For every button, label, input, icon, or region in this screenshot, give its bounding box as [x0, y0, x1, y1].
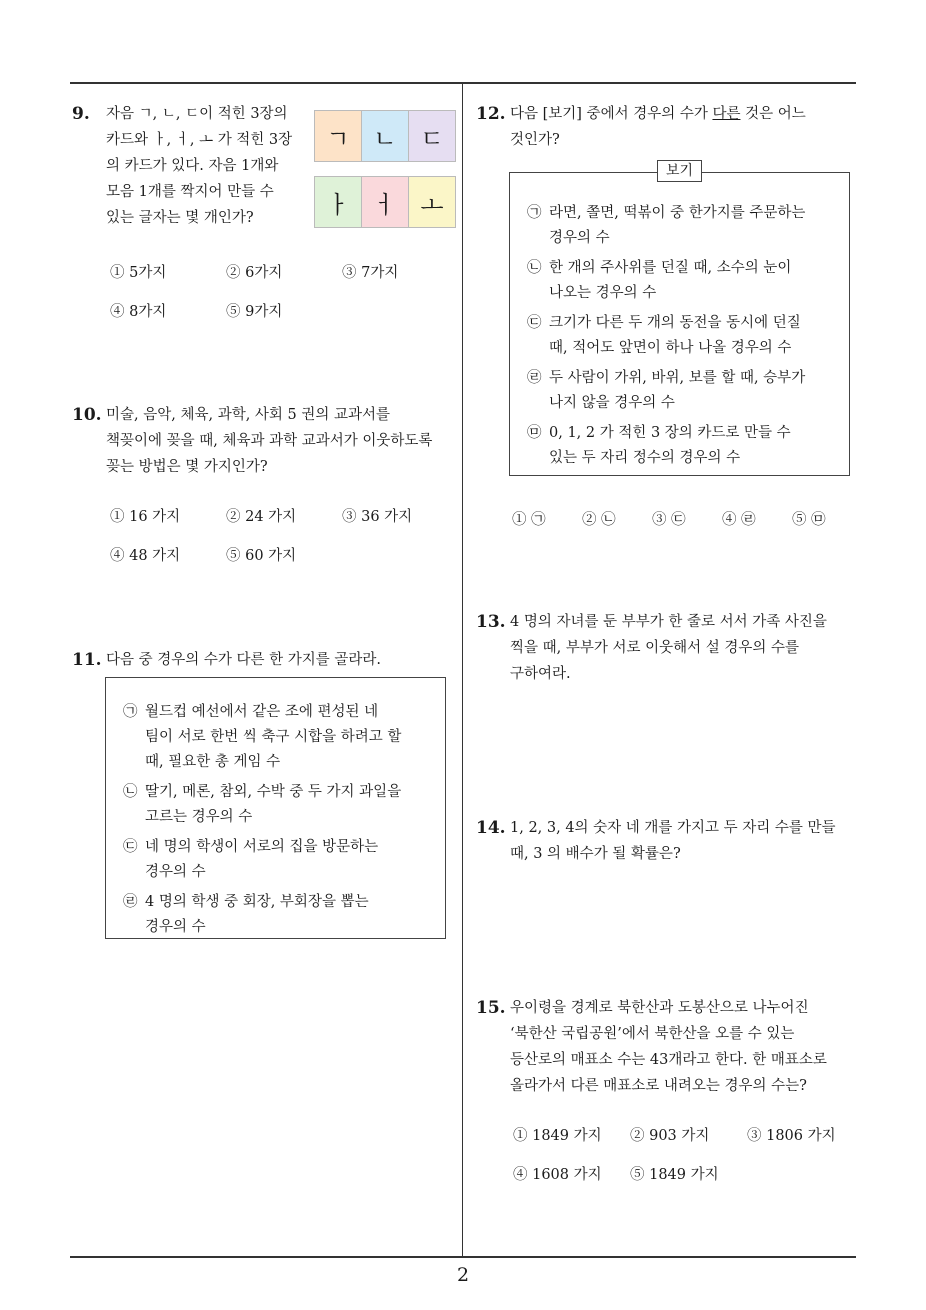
question-text — [106, 101, 312, 231]
question-line: 자음 ㄱ, ㄴ, ㄷ이 적힌 3장의 — [106, 106, 288, 122]
choice-mark: ㉣ — [123, 894, 138, 910]
consonant-card: ㄴ — [361, 110, 409, 162]
question-number: 12. — [476, 104, 506, 124]
question-number: 9. — [72, 104, 90, 124]
question-line: 우이령을 경계로 북한산과 도봉산으로 나누어진 — [510, 1000, 809, 1016]
column-divider — [462, 83, 463, 1256]
question-text — [510, 995, 856, 1099]
question-number: 10. — [72, 405, 102, 425]
choice-mark: ㉠ — [123, 704, 138, 720]
example-line: 라면, 쫄면, 떡볶이 중 한가지를 주문하는 — [549, 205, 806, 221]
question-line: 구하여라. — [510, 666, 571, 682]
question-line: 때, 3 의 배수가 될 확률은? — [510, 846, 681, 862]
example-item — [527, 201, 805, 251]
choice-line: 팀이 서로 한번 씩 축구 시합을 하려고 할 — [145, 729, 402, 745]
question-line: 올라가서 다른 매표소로 내려오는 경우의 수는? — [510, 1078, 807, 1094]
question-text — [106, 647, 457, 673]
option-5[interactable]: ⑤ 1849 가지 — [630, 1167, 719, 1183]
question-line: 모음 1개를 짝지어 만들 수 — [106, 184, 274, 200]
option-1[interactable]: ① 1849 가지 — [513, 1128, 602, 1144]
question-text — [106, 402, 457, 480]
question-number: 14. — [476, 818, 506, 838]
question-line: 미술, 음악, 체육, 과학, 사회 5 권의 교과서를 — [106, 407, 391, 423]
vowel-card: ㅓ — [361, 176, 409, 228]
vowel-card: ㅗ — [408, 176, 456, 228]
question-text — [510, 101, 856, 153]
choice-line: 경우의 수 — [145, 919, 206, 935]
consonant-card: ㄱ — [314, 110, 362, 162]
option-3[interactable]: ③ 36 가지 — [342, 509, 413, 525]
example-mark: ㉡ — [527, 260, 542, 276]
question-line: 것인가? — [510, 132, 560, 148]
option-3[interactable]: ③ 7가지 — [342, 265, 399, 281]
question-10 — [72, 402, 457, 480]
question-text-part: 다음 [보기] 중에서 경우의 수가 — [510, 106, 713, 122]
option-5[interactable]: ⑤ 60 가지 — [226, 548, 297, 564]
example-line: 나오는 경우의 수 — [549, 285, 657, 301]
option-4[interactable]: ④ ㉣ — [722, 512, 756, 528]
question-13 — [476, 609, 856, 687]
question-14 — [476, 815, 856, 867]
question-text — [510, 609, 856, 687]
option-1[interactable]: ① 16 가지 — [110, 509, 181, 525]
choices-box — [105, 677, 446, 939]
page-number: 2 — [456, 1264, 470, 1286]
question-text-part: 것은 어느 — [740, 106, 806, 122]
question-line: 다음 중 경우의 수가 다른 한 가지를 골라라. — [106, 652, 381, 668]
example-line: 나지 않을 경우의 수 — [549, 395, 675, 411]
choice-item — [123, 700, 401, 775]
question-line: 있는 글자는 몇 개인가? — [106, 210, 254, 226]
question-12 — [476, 101, 856, 153]
consonant-card: ㄷ — [408, 110, 456, 162]
question-11 — [72, 647, 457, 673]
option-2[interactable]: ② 903 가지 — [630, 1128, 710, 1144]
top-rule — [70, 82, 856, 84]
option-2[interactable]: ② 24 가지 — [226, 509, 297, 525]
example-box-label: 보기 — [657, 160, 702, 182]
example-mark: ㉣ — [527, 370, 542, 386]
choice-item — [123, 835, 378, 885]
question-line: 찍을 때, 부부가 서로 이웃해서 설 경우의 수를 — [510, 640, 799, 656]
option-4[interactable]: ④ 48 가지 — [110, 548, 181, 564]
example-mark: ㉢ — [527, 315, 542, 331]
choice-item — [123, 780, 401, 830]
bottom-rule — [70, 1256, 856, 1258]
option-3[interactable]: ③ ㉢ — [652, 512, 686, 528]
option-5[interactable]: ⑤ ㉤ — [792, 512, 826, 528]
example-line: 한 개의 주사위를 던질 때, 소수의 눈이 — [549, 260, 792, 276]
question-line: 의 카드가 있다. 자음 1개와 — [106, 158, 279, 174]
example-line: 때, 적어도 앞면이 하나 나올 경우의 수 — [549, 340, 792, 356]
choice-line: 때, 필요한 총 게임 수 — [145, 754, 281, 770]
choice-line: 경우의 수 — [145, 864, 206, 880]
example-item — [527, 311, 801, 361]
question-number: 15. — [476, 998, 506, 1018]
question-line: 등산로의 매표소 수는 43개라고 한다. 한 매표소로 — [510, 1052, 827, 1068]
question-line: 4 명의 자녀를 둔 부부가 한 줄로 서서 가족 사진을 — [510, 614, 827, 630]
question-number: 13. — [476, 612, 506, 632]
choice-mark: ㉢ — [123, 839, 138, 855]
option-2[interactable]: ② ㉡ — [582, 512, 616, 528]
option-1[interactable]: ① ㉠ — [512, 512, 546, 528]
choice-line: 월드컵 예선에서 같은 조에 편성된 네 — [145, 704, 379, 720]
question-line: 책꽂이에 꽂을 때, 체육과 과학 교과서가 이웃하도록 — [106, 433, 433, 449]
example-mark: ㉠ — [527, 205, 542, 221]
example-item — [527, 256, 791, 306]
question-line: ‘북한산 국립공원’에서 북한산을 오를 수 있는 — [510, 1026, 795, 1042]
question-9 — [72, 101, 312, 231]
option-3[interactable]: ③ 1806 가지 — [747, 1128, 836, 1144]
question-line: 1, 2, 3, 4의 숫자 네 개를 가지고 두 자리 수를 만들 — [510, 820, 836, 836]
example-line: 두 사람이 가위, 바위, 보를 할 때, 승부가 — [549, 370, 806, 386]
choice-line: 4 명의 학생 중 회장, 부회장을 뽑는 — [145, 894, 369, 910]
option-4[interactable]: ④ 8가지 — [110, 304, 167, 320]
choice-mark: ㉡ — [123, 784, 138, 800]
example-line: 있는 두 자리 정수의 경우의 수 — [549, 450, 741, 466]
question-line: 카드와 ㅏ, ㅓ, ㅗ 가 적힌 3장 — [106, 132, 293, 148]
example-box — [509, 172, 850, 476]
example-item — [527, 366, 805, 416]
question-15 — [476, 995, 856, 1099]
example-mark: ㉤ — [527, 425, 542, 441]
question-line — [510, 101, 856, 127]
example-line: 크기가 다른 두 개의 동전을 동시에 던질 — [549, 315, 801, 331]
option-4[interactable]: ④ 1608 가지 — [513, 1167, 602, 1183]
example-item — [527, 421, 791, 471]
question-line: 꽂는 방법은 몇 가지인가? — [106, 459, 268, 475]
option-1[interactable]: ① 5가지 — [110, 265, 167, 281]
choice-item — [123, 890, 369, 940]
question-text — [510, 815, 856, 867]
option-5[interactable]: ⑤ 9가지 — [226, 304, 283, 320]
choice-line: 딸기, 메론, 참외, 수박 중 두 가지 과일을 — [145, 784, 402, 800]
vowel-card: ㅏ — [314, 176, 362, 228]
question-number: 11. — [72, 650, 102, 670]
choice-line: 고르는 경우의 수 — [145, 809, 253, 825]
choice-line: 네 명의 학생이 서로의 집을 방문하는 — [145, 839, 379, 855]
emphasized-word: 다른 — [712, 106, 741, 122]
example-line: 경우의 수 — [549, 230, 610, 246]
option-2[interactable]: ② 6가지 — [226, 265, 283, 281]
example-line: 0, 1, 2 가 적힌 3 장의 카드로 만들 수 — [549, 425, 791, 441]
